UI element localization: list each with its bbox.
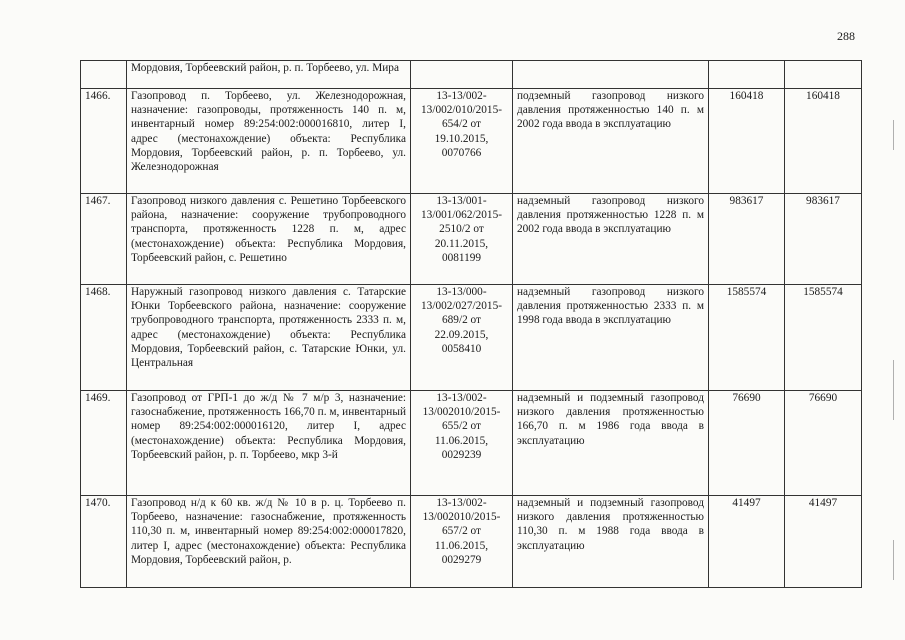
row-number: 1467. <box>81 194 127 285</box>
row-number: 1468. <box>81 285 127 391</box>
object-characteristic: надземный газопровод низкого давления протяженностью 2333 п. м 1998 года ввода в эксплуатацию <box>513 285 709 391</box>
residual-value: 1585574 <box>785 285 862 391</box>
row-number: 1469. <box>81 391 127 496</box>
object-characteristic: надземный и подземный газопровод низкого давления протяженностью 166,70 п. м 1986 года ввода в эксплуатацию <box>513 391 709 496</box>
residual-value: 41497 <box>785 496 862 588</box>
book-value: 1585574 <box>709 285 785 391</box>
table-row <box>81 496 862 588</box>
object-description: Газопровод п. Торбеево, ул. Железнодорожная, назначение: газопроводы, протяженность 140 п. м, инвентарный номер 89:254:002:000016810, литер I, адрес (местонахождение) объекта: Республика Мордовия, Торбеевский район, р. п. Торбеево, ул. Железнодорожная <box>127 89 411 194</box>
book-value: 41497 <box>709 496 785 588</box>
object-characteristic: подземный газопровод низкого давления протяженностью 140 п. м 2002 года ввода в эксплуатацию <box>513 89 709 194</box>
scan-edge-mark <box>893 540 894 580</box>
registration-record: 13-13/000-13/002/027/2015-689/2 от 22.09.2015, 0058410 <box>411 285 513 391</box>
residual-value: 983617 <box>785 194 862 285</box>
registry-table <box>80 60 862 588</box>
registration-record: 13-13/001-13/001/062/2015-2510/2 от 20.11.2015, 0081199 <box>411 194 513 285</box>
object-description: Наружный газопровод низкого давления с. Татарские Юнки Торбеевского района, назначение: сооружение трубопроводного транспорта, протяженность 2333 п. м, адрес (местонахождение) объекта: Республика Мордовия, Торбеевский район, с. Татарские Юнки, ул. Центральная <box>127 285 411 391</box>
residual-value: 76690 <box>785 391 862 496</box>
object-description: Газопровод от ГРП-1 до ж/д № 7 м/р 3, назначение: газоснабжение, протяженность 166,70 п. м, инвентарный номер 89:254:002:000016120, литер I, адрес (местонахождение) объекта: Республика Мордовия, Торбеевский район, р. п. Торбеево, мкр 3-й <box>127 391 411 496</box>
object-description: Мордовия, Торбеевский район, р. п. Торбеево, ул. Мира <box>127 61 411 89</box>
table-row <box>81 89 862 194</box>
table-row <box>81 61 862 89</box>
table-row <box>81 285 862 391</box>
row-number: 1470. <box>81 496 127 588</box>
registration-record: 13-13/002-13/002/010/2015-654/2 от 19.10.2015, 0070766 <box>411 89 513 194</box>
book-value <box>709 61 785 89</box>
page-number: 288 <box>837 29 855 43</box>
row-number: 1466. <box>81 89 127 194</box>
registration-record: 13-13/002-13/002010/2015-655/2 от 11.06.2015, 0029239 <box>411 391 513 496</box>
table-row <box>81 391 862 496</box>
object-description: Газопровод н/д к 60 кв. ж/д № 10 в р. ц. Торбеево п. Торбеево, назначение: газоснабжение, протяженность 110,30 п. м, инвентарный номер 89:254:002:000017820, литер I, адрес (местонахождение) объекта: Республика Мордовия, Торбеевский район, р. <box>127 496 411 588</box>
scan-edge-mark <box>893 120 894 150</box>
book-value: 160418 <box>709 89 785 194</box>
object-characteristic: надземный газопровод низкого давления протяженностью 1228 п. м 2002 года ввода в эксплуатацию <box>513 194 709 285</box>
object-characteristic: надземный и подземный газопровод низкого давления протяженностью 110,30 п. м 1988 года ввода в эксплуатацию <box>513 496 709 588</box>
row-number <box>81 61 127 89</box>
object-description: Газопровод низкого давления с. Решетино Торбеевского района, назначение: сооружение трубопроводного транспорта, протяженность 1228 п. м, адрес (местонахождение) объекта: Республика Мордовия, Торбеевский район, с. Решетино <box>127 194 411 285</box>
table-row <box>81 194 862 285</box>
object-characteristic <box>513 61 709 89</box>
scan-edge-mark <box>893 360 894 420</box>
residual-value <box>785 61 862 89</box>
book-value: 983617 <box>709 194 785 285</box>
book-value: 76690 <box>709 391 785 496</box>
residual-value: 160418 <box>785 89 862 194</box>
registration-record: 13-13/002-13/002010/2015-657/2 от 11.06.2015, 0029279 <box>411 496 513 588</box>
registration-record <box>411 61 513 89</box>
